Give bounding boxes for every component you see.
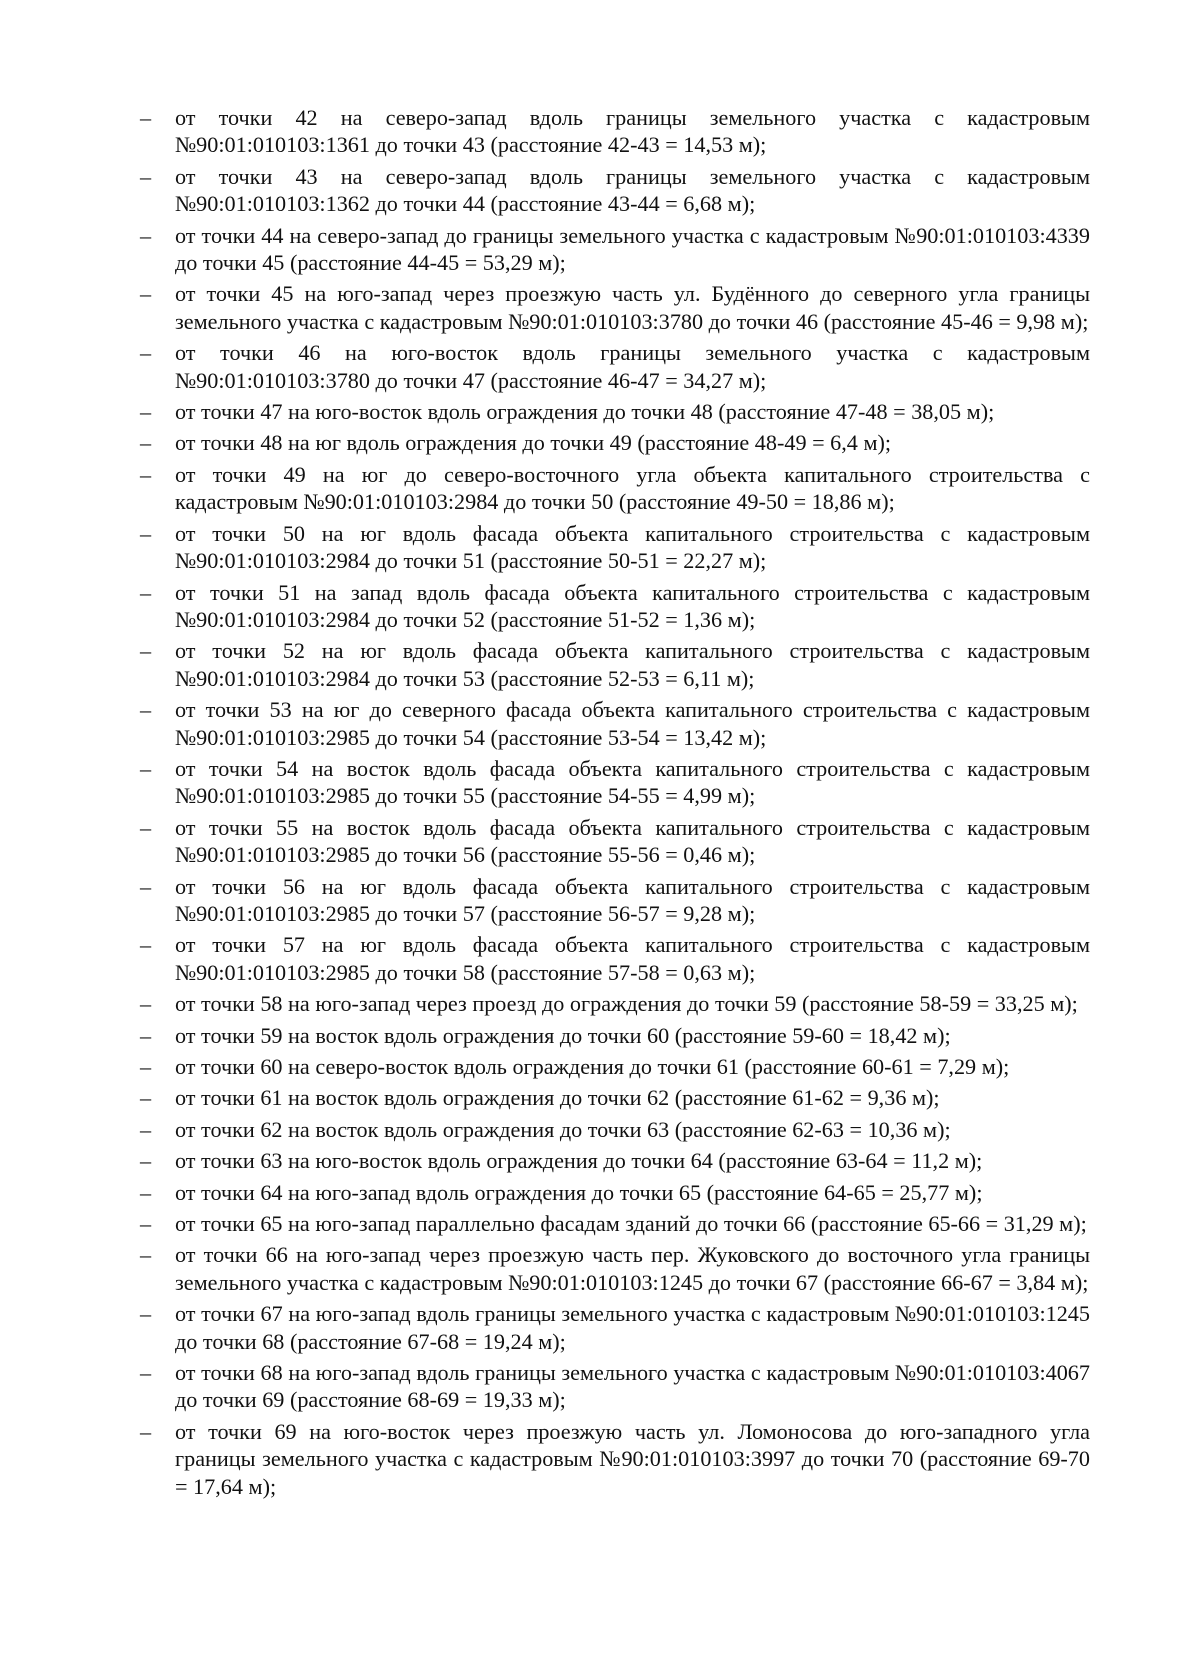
list-item-text: от точки 42 на северо-запад вдоль границы земельного участка с кадастровым №90:01:010103:1361 до точки 43 (расстояние 42-43 = 14,53 м); [175,105,1090,158]
list-item-text: от точки 56 на юг вдоль фасада объекта капитального строительства с кадастровым №90:01:010103:2985 до точки 57 (расстояние 56-57 = 9,28 м); [175,873,1090,926]
list-item [140,873,1090,928]
list-item [140,1300,1090,1355]
list-item-text: от точки 52 на юг вдоль фасада объекта капитального строительства с кадастровым №90:01:010103:2984 до точки 53 (расстояние 52-53 = 6,11 м); [175,638,1090,691]
list-dash-marker: – [140,579,152,605]
list-item [140,637,1090,692]
list-item-text: от точки 64 на юго-запад вдоль ограждения до точки 65 (расстояние 64-65 = 25,77 м); [175,1179,983,1205]
list-item-text: от точки 67 на юго-запад вдоль границы земельного участка с кадастровым №90:01:010103:1245 до точки 68 (расстояние 67-68 = 19,24 м); [175,1301,1090,1354]
list-dash-marker: – [140,1360,152,1386]
list-dash-marker: – [140,814,152,840]
list-dash-marker: – [140,1148,152,1174]
list-dash-marker: – [140,1022,152,1048]
list-dash-marker: – [140,1242,152,1268]
list-dash-marker: – [140,1085,152,1111]
list-item [140,990,1090,1017]
list-dash-marker: – [140,755,152,781]
list-item-text: от точки 48 на юг вдоль ограждения до точки 49 (расстояние 48-49 = 6,4 м); [175,430,892,456]
list-dash-marker: – [140,399,152,425]
list-item-text: от точки 68 на юго-запад вдоль границы земельного участка с кадастровым №90:01:010103:4067 до точки 69 (расстояние 68-69 = 19,33 м); [175,1360,1090,1413]
boundary-description-list [140,104,1090,1504]
list-item [140,398,1090,425]
list-item-text: от точки 46 на юго-восток вдоль границы земельного участка с кадастровым №90:01:010103:3780 до точки 47 (расстояние 46-47 = 34,27 м); [175,340,1090,393]
list-item [140,1147,1090,1174]
list-item-text: от точки 59 на восток вдоль ограждения до точки 60 (расстояние 59-60 = 18,42 м); [175,1022,951,1048]
list-item [140,104,1090,159]
list-item-text: от точки 57 на юг вдоль фасада объекта капитального строительства с кадастровым №90:01:010103:2985 до точки 58 (расстояние 57-58 = 0,63 м); [175,932,1090,985]
list-item [140,1210,1090,1237]
list-item [140,1084,1090,1111]
list-item-text: от точки 65 на юго-запад параллельно фасадам зданий до точки 66 (расстояние 65-66 = 31,29 м); [175,1211,1087,1237]
list-dash-marker: – [140,1179,152,1205]
list-item [140,696,1090,751]
list-item-text: от точки 45 на юго-запад через проезжую часть ул. Будённого до северного угла границы земельного участка с кадастровым №90:01:010103:3780 до точки 46 (расстояние 45-46 = 9,98 м); [175,281,1090,334]
list-item-text: от точки 51 на запад вдоль фасада объекта капитального строительства с кадастровым №90:01:010103:2984 до точки 52 (расстояние 51-52 = 1,36 м); [175,579,1090,632]
list-item [140,1418,1090,1500]
list-dash-marker: – [140,1211,152,1237]
list-dash-marker: – [140,1116,152,1142]
list-item-text: от точки 53 на юг до северного фасада объекта капитального строительства с кадастровым №90:01:010103:2985 до точки 54 (расстояние 53-54 = 13,42 м); [175,697,1090,750]
list-dash-marker: – [140,340,152,366]
list-item [140,579,1090,634]
list-item [140,429,1090,456]
list-dash-marker: – [140,697,152,723]
list-dash-marker: – [140,1301,152,1327]
list-item-text: от точки 62 на восток вдоль ограждения до точки 63 (расстояние 62-63 = 10,36 м); [175,1116,951,1142]
list-dash-marker: – [140,991,152,1017]
list-dash-marker: – [140,638,152,664]
list-item [140,163,1090,218]
list-item [140,814,1090,869]
list-item [140,520,1090,575]
list-dash-marker: – [140,1054,152,1079]
list-item-text: от точки 69 на юго-восток через проезжую часть ул. Ломоносова до юго-западного угла границы земельного участка с кадастровым №90:01:010103:3997 до точки 70 (расстояние 69-70 = 17,64 м); [175,1418,1090,1499]
list-item [140,1359,1090,1414]
list-item [140,222,1090,277]
list-item-text: от точки 66 на юго-запад через проезжую часть пер. Жуковского до восточного угла границы земельного участка с кадастровым №90:01:010103:1245 до точки 67 (расстояние 66-67 = 3,84 м); [175,1242,1090,1295]
list-item-text: от точки 47 на юго-восток вдоль ограждения до точки 48 (расстояние 47-48 = 38,05 м); [175,399,995,425]
list-dash-marker: – [140,222,152,248]
list-dash-marker: – [140,281,152,307]
list-item [140,755,1090,810]
list-item-text: от точки 58 на юго-запад через проезд до ограждения до точки 59 (расстояние 58-59 = 33,25 м); [175,991,1078,1017]
list-item-text: от точки 60 на северо-восток вдоль ограждения до точки 61 (расстояние 60-61 = 7,29 м); [175,1054,1010,1079]
list-item [140,1241,1090,1296]
list-item-text: от точки 54 на восток вдоль фасада объекта капитального строительства с кадастровым №90:01:010103:2985 до точки 55 (расстояние 54-55 = 4,99 м); [175,755,1090,809]
list-item [140,1022,1090,1049]
list-dash-marker: – [140,520,152,546]
list-item-text: от точки 55 на восток вдоль фасада объекта капитального строительства с кадастровым №90:01:010103:2985 до точки 56 (расстояние 55-56 = 0,46 м); [175,814,1090,868]
list-item [140,339,1090,394]
list-dash-marker: – [140,873,152,899]
list-dash-marker: – [140,932,152,958]
list-item-text: от точки 61 на восток вдоль ограждения до точки 62 (расстояние 61-62 = 9,36 м); [175,1085,940,1111]
list-item-text: от точки 49 на юг до северо-восточного угла объекта капитального строительства с кадастровым №90:01:010103:2984 до точки 50 (расстояние 49-50 = 18,86 м); [175,461,1090,515]
list-item [140,461,1090,516]
list-item-text: от точки 43 на северо-запад вдоль границы земельного участка с кадастровым №90:01:010103:1362 до точки 44 (расстояние 43-44 = 6,68 м); [175,163,1090,217]
list-dash-marker: – [140,461,152,487]
list-dash-marker: – [140,1418,152,1444]
list-item [140,1179,1090,1206]
list-dash-marker: – [140,105,152,130]
list-item-text: от точки 44 на северо-запад до границы земельного участка с кадастровым №90:01:010103:4339 до точки 45 (расстояние 44-45 = 53,29 м); [175,222,1090,276]
list-item-text: от точки 63 на юго-восток вдоль ограждения до точки 64 (расстояние 63-64 = 11,2 м); [175,1148,983,1174]
list-item [140,1053,1090,1080]
list-item [140,931,1090,986]
list-item [140,1116,1090,1143]
list-item-text: от точки 50 на юг вдоль фасада объекта капитального строительства с кадастровым №90:01:010103:2984 до точки 51 (расстояние 50-51 = 22,27 м); [175,520,1090,574]
list-item [140,280,1090,335]
list-dash-marker: – [140,430,152,456]
list-dash-marker: – [140,163,152,189]
